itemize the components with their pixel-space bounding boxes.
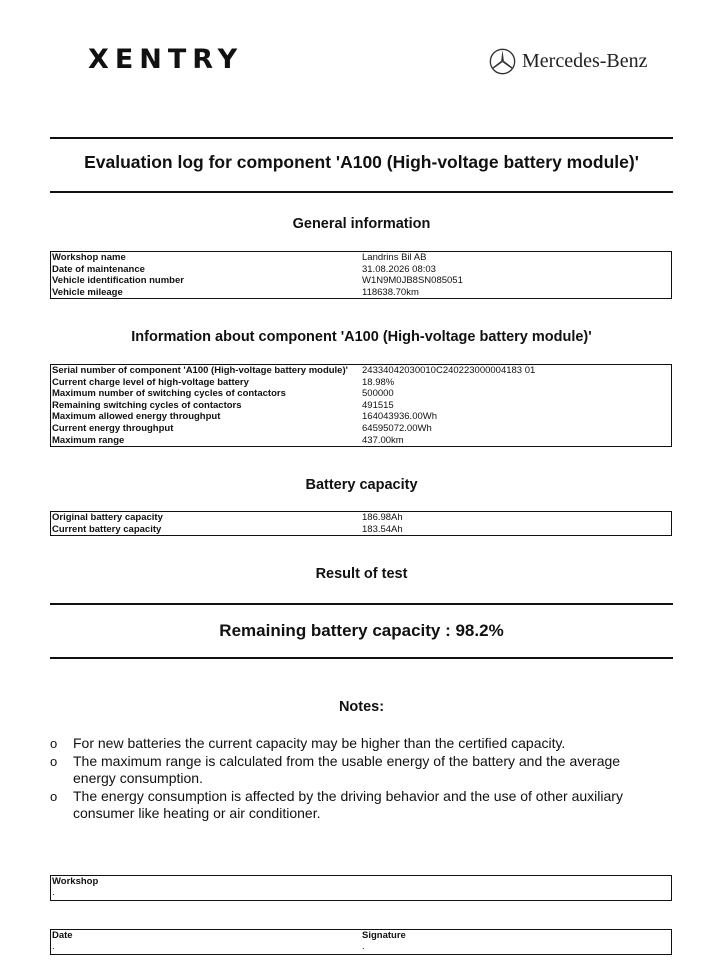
workshop-value: .	[52, 887, 55, 898]
date-signature-row	[50, 929, 672, 955]
table-row	[51, 524, 671, 536]
note-text: For new batteries the current capacity may be higher than the certified capacity.	[73, 735, 566, 751]
list-item	[50, 753, 660, 788]
table-row	[51, 435, 671, 447]
row-label: Date of maintenance	[52, 263, 145, 275]
signature-label: Signature	[362, 930, 406, 941]
general-info-heading: General information	[292, 216, 431, 232]
row-label: Vehicle mileage	[52, 286, 123, 298]
signature-value: .	[362, 941, 365, 952]
table-row	[51, 388, 671, 400]
signature-field[interactable]	[361, 930, 671, 954]
row-value: 18.98%	[362, 376, 395, 388]
table-row	[51, 377, 671, 389]
table-row	[51, 423, 671, 435]
note-text: The maximum range is calculated from the usable energy of the battery and the average energy consumption.	[73, 752, 621, 786]
row-label: Original battery capacity	[52, 512, 163, 523]
list-item	[50, 788, 660, 823]
row-label: Remaining switching cycles of contactors	[52, 399, 242, 411]
row-label: Serial number of component 'A100 (High-voltage battery module)'	[52, 365, 348, 376]
bullet: o	[50, 753, 58, 769]
battery-capacity-heading: Battery capacity	[305, 477, 418, 493]
row-value: 118638.70km	[362, 286, 419, 298]
workshop-label: Workshop	[52, 876, 99, 887]
component-info-table	[50, 364, 672, 447]
row-value: 500000	[362, 388, 394, 400]
row-label: Maximum number of switching cycles of contactors	[52, 388, 286, 400]
date-field[interactable]	[51, 930, 361, 954]
bullet: o	[50, 788, 58, 804]
row-label: Current energy throughput	[52, 422, 174, 434]
note-text: The energy consumption is affected by the driving behavior and the use of other auxiliary consumer like heating or air conditioner.	[73, 787, 623, 821]
table-row	[51, 287, 671, 299]
row-value: 491515	[362, 399, 394, 411]
divider	[50, 657, 673, 659]
xentry-logo: XENTRY	[88, 44, 244, 75]
table-row	[51, 400, 671, 412]
table-row	[51, 365, 671, 377]
table-row	[51, 252, 671, 264]
row-value: Landrins Bil AB	[362, 252, 427, 263]
list-item	[50, 735, 660, 753]
mercedes-benz-logo	[489, 48, 648, 75]
row-label: Workshop name	[52, 252, 126, 263]
table-row	[51, 411, 671, 423]
row-label: Current charge level of high-voltage battery	[52, 376, 249, 388]
row-value: 164043936.00Wh	[362, 411, 438, 423]
row-value: 183.54Ah	[362, 523, 403, 535]
row-label: Maximum allowed energy throughput	[52, 411, 221, 423]
mercedes-star-icon	[489, 48, 516, 75]
workshop-field[interactable]	[50, 875, 672, 901]
notes-list	[50, 735, 660, 823]
result-heading: Result of test	[315, 566, 408, 582]
divider	[50, 191, 673, 193]
brand-name: Mercedes-Benz	[522, 50, 648, 72]
row-value: 31.08.2026 08:03	[362, 263, 436, 275]
row-value: 186.98Ah	[362, 512, 403, 523]
general-info-table	[50, 251, 672, 299]
date-label: Date	[52, 930, 73, 941]
row-value: 64595072.00Wh	[362, 422, 432, 434]
table-row	[51, 275, 671, 287]
row-value: 24334042030010C240223000004183 01	[362, 365, 536, 376]
battery-capacity-table	[50, 511, 672, 536]
divider	[50, 603, 673, 605]
table-row	[51, 264, 671, 276]
bullet: o	[50, 736, 58, 751]
table-row	[51, 512, 671, 524]
divider	[50, 137, 673, 139]
row-label: Maximum range	[52, 434, 125, 446]
date-value: .	[52, 941, 55, 952]
result-text: Remaining battery capacity : 98.2%	[219, 621, 504, 640]
row-label: Vehicle identification number	[52, 275, 184, 287]
page-title: Evaluation log for component 'A100 (High-voltage battery module)'	[84, 152, 639, 172]
row-value: W1N9M0JB8SN085051	[362, 275, 463, 287]
component-info-heading: Information about component 'A100 (High-voltage battery module)'	[131, 329, 592, 345]
row-label: Current battery capacity	[52, 523, 162, 535]
row-value: 437.00km	[362, 434, 404, 446]
notes-heading: Notes:	[338, 699, 385, 715]
